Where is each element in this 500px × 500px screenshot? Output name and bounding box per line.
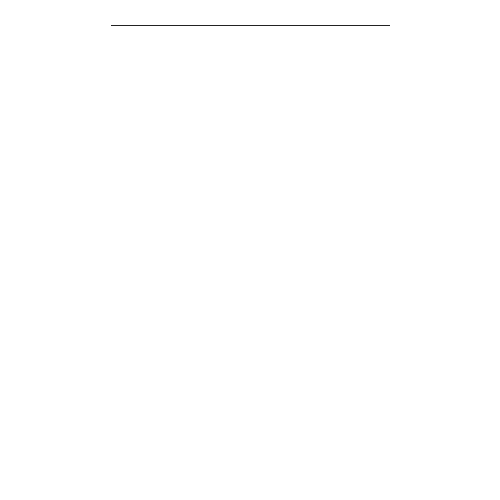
table-of-contents: [111, 29, 390, 38]
header-rule: [111, 25, 390, 26]
